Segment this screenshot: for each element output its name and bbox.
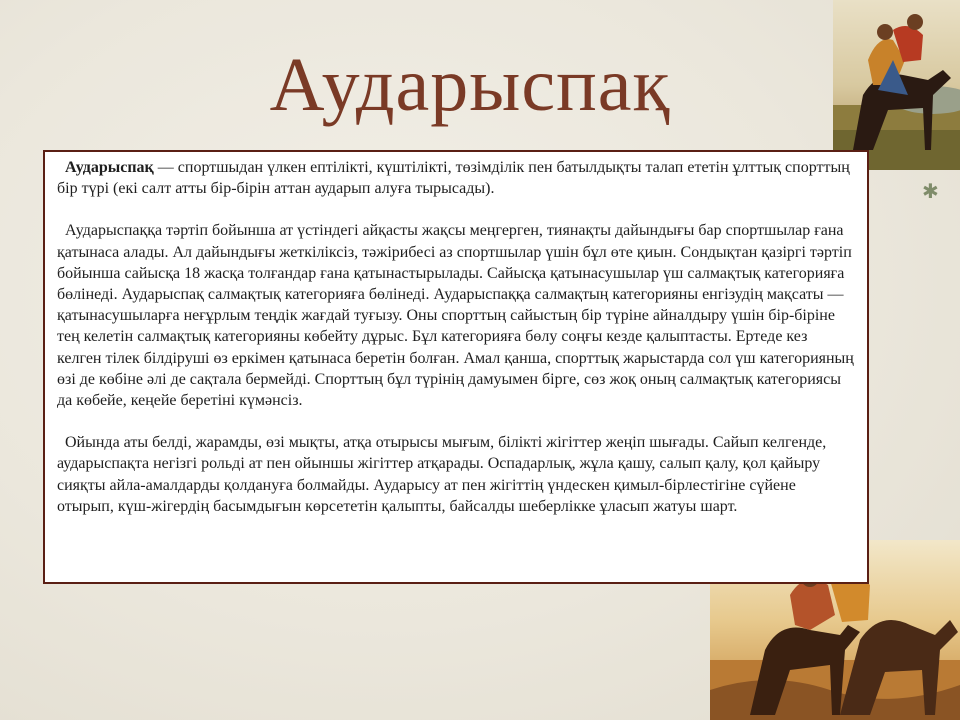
horse-riders-photo-top — [833, 0, 960, 170]
paragraph-rules: Аударыспаққа тәртіп бойынша ат үстіндегі айқасты жақсы меңгерген, тиянақты дайындығы бар спортшылар ғана қатынаса алады. Ал дайындығы жеткіліксіз, тәжірибесі аз спортшылар үшін бұл өте қиын. Сондықтан қазіргі тәртіп бойынша сайысқа 18 жасқа толғандар ғана қатынастырылады. Сайысқа қатынасушылар үш салмақтық категорияға бөлінеді. Аударыспақ салмақтық категорияға бөлінеді. Аударыспаққа салмақтың категорияны енгізудің мақсаты — қатынасушыларға неғұрлым теңдік жағдай туғызу. Оны спорттың сайыстың бір түріне айналдыру үшін бір-біріне тең келетін салмақтық категорияны көбейту дұрыс. Бұл категорияға бөлу соңғы кезде қалыптасты. Ертеде кез келген тілек білдіруші өз еркімен қатынаса беретін болған. Амал қанша, спорттық жарыстарда сол үш категорияның өзі де көбіне әлі де сақтала бермейді. Спорттың бұл түрінің дамуымен бірге, сөз жоқ оның салмақтық категориясы да көбейе, кеңейе беретіні күмәнсіз. — [57, 222, 854, 410]
content-text-box — [43, 150, 869, 584]
paragraph-definition — [57, 157, 855, 199]
paragraph-definition-text: — спортшыдан үлкен ептілікті, күштілікті, төзімділік пен батылдықты талап ететін ұлттық спорттың бір түрі (екі салт атты бір-бірін аттан аударып алуға тырысады). — [57, 159, 850, 198]
paragraph-gameplay: Ойында аты белді, жарамды, өзі мықты, атқа отырысы мығым, білікті жігіттер жеңіп шығады. Сайып келгенде, аударыспақта негізгі рольді ат пен ойыншы жігіттер атқарады. Оспадарлық, жұла қашу, салып қалу, қол қайыру сияқты айла-амалдарды қолдануға болмайды. Аударысу ат пен жігіттің үндескен қимыл-бірлестігіне сүйене отырып, күш-жігердің басымдығын көрсететін қалыпты, байсалды шеберлікке ұласып жатуы шарт. — [57, 434, 827, 515]
term-audaryspak: Аударыспақ — [65, 159, 154, 176]
star-bullet-icon: ✱ — [922, 179, 939, 203]
slide-title: Аударыспақ — [269, 43, 671, 127]
